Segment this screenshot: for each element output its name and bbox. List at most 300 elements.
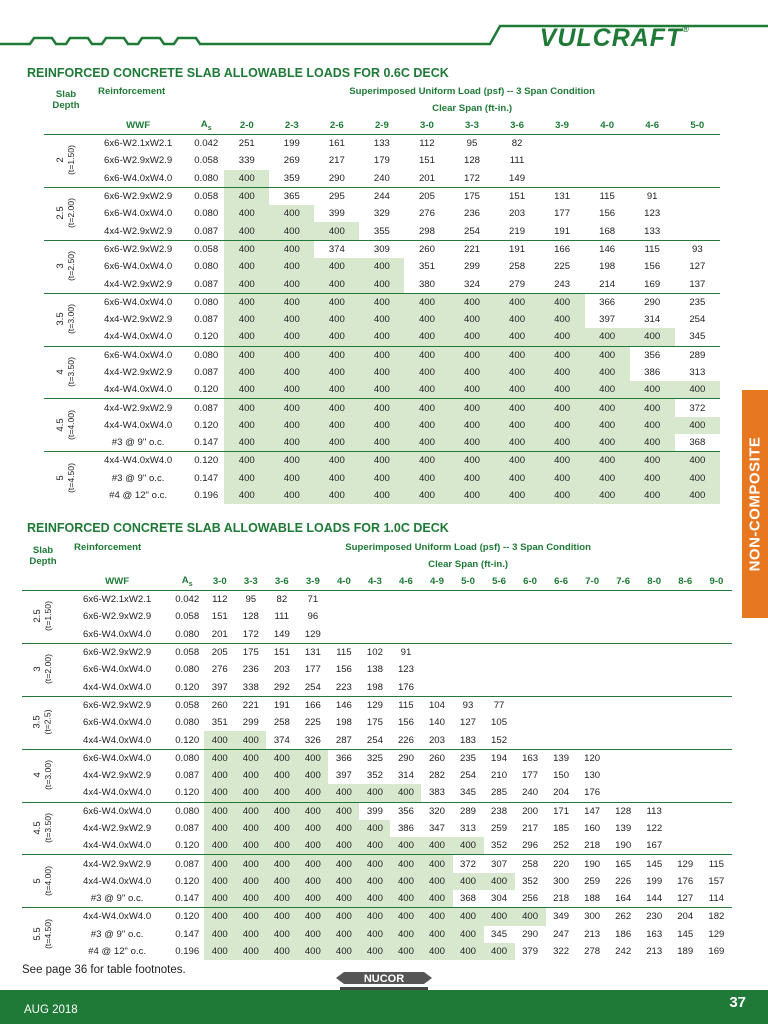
reinforcement-cell: 6x6-W2.9xW2.9 bbox=[82, 611, 152, 623]
load-cell: 146 bbox=[585, 240, 630, 258]
as-subscript: s bbox=[207, 124, 212, 132]
load-cell: 400 bbox=[404, 452, 449, 470]
load-cell: 190 bbox=[577, 855, 608, 873]
load-cell: 400 bbox=[585, 364, 630, 381]
load-cell: 259 bbox=[491, 823, 508, 834]
slab-depth-value: 5.5 bbox=[32, 927, 44, 941]
load-cell: 300 bbox=[577, 908, 608, 926]
load-cell bbox=[608, 643, 639, 661]
span-col-header: 6-0 bbox=[515, 573, 546, 591]
area-cell: 0.080 bbox=[194, 208, 219, 220]
slab-thickness: (t=2.00) bbox=[43, 654, 54, 685]
reinforcement-cell: 4x4-W2.9xW2.9 bbox=[103, 314, 173, 326]
load-cell: 400 bbox=[314, 293, 359, 311]
reinforcement-cell: 6x6-W2.1xW2.1 bbox=[88, 135, 188, 153]
load-cell: 400 bbox=[269, 399, 314, 417]
load-cell: 130 bbox=[584, 770, 601, 782]
load-cell: 386 bbox=[397, 823, 414, 834]
slab-depth-cell bbox=[22, 643, 64, 696]
load-cell: 93 bbox=[453, 696, 484, 714]
load-cell bbox=[453, 678, 484, 696]
load-cell bbox=[670, 714, 701, 731]
table-row bbox=[22, 855, 732, 873]
load-cell: 400 bbox=[297, 767, 328, 784]
load-cell bbox=[701, 731, 732, 749]
load-cell: 290 bbox=[630, 293, 675, 311]
slab-depth-cell bbox=[44, 346, 88, 399]
load-cell: 400 bbox=[390, 784, 421, 802]
load-cell bbox=[670, 767, 701, 784]
table-row bbox=[22, 873, 732, 890]
area-cell: 0.147 bbox=[194, 472, 219, 484]
slab-depth-cell bbox=[44, 293, 88, 346]
load-cell: 225 bbox=[304, 717, 321, 729]
load-cell: 189 bbox=[677, 946, 694, 958]
load-cell: 177 bbox=[522, 770, 539, 782]
load-cell: 123 bbox=[397, 664, 414, 676]
load-cell: 400 bbox=[224, 381, 269, 399]
load-cell: 128 bbox=[242, 611, 259, 623]
load-cell: 400 bbox=[495, 434, 540, 452]
load-cell: 400 bbox=[297, 908, 328, 926]
load-cell: 218 bbox=[584, 840, 601, 852]
table-row bbox=[22, 926, 732, 943]
load-cell bbox=[608, 749, 639, 767]
load-cell bbox=[639, 731, 670, 749]
load-cell: 345 bbox=[689, 331, 706, 343]
load-cell: 383 bbox=[428, 787, 445, 799]
load-cell bbox=[484, 678, 515, 696]
load-cell bbox=[675, 135, 720, 153]
load-cell: 400 bbox=[359, 417, 404, 434]
load-cell: 175 bbox=[366, 717, 383, 729]
reinforcement-cell: #3 @ 9" o.c. bbox=[90, 893, 144, 905]
area-cell: 0.147 bbox=[175, 893, 200, 905]
load-cell bbox=[484, 626, 515, 644]
blank-cell bbox=[22, 573, 64, 591]
load-cell: 133 bbox=[359, 135, 404, 153]
load-cell: 400 bbox=[359, 908, 390, 926]
load-cell: 400 bbox=[390, 873, 421, 890]
load-cell: 251 bbox=[224, 135, 269, 153]
slab-depth-label bbox=[33, 813, 53, 843]
slab-depth-cell bbox=[44, 135, 88, 188]
slab-depth-value: 3 bbox=[32, 666, 44, 673]
load-cell bbox=[670, 784, 701, 802]
load-cell: 324 bbox=[463, 278, 480, 290]
load-cell bbox=[421, 661, 452, 678]
table-row bbox=[22, 696, 732, 714]
load-cell: 400 bbox=[224, 293, 269, 311]
load-cell: 111 bbox=[509, 155, 525, 167]
slab-depth-label bbox=[56, 198, 76, 228]
load-cell: 400 bbox=[390, 908, 421, 926]
slab-depth-cell bbox=[22, 591, 64, 644]
span-col-header: 2-3 bbox=[269, 117, 314, 135]
load-cell bbox=[453, 643, 484, 661]
load-cell: 400 bbox=[314, 328, 359, 346]
load-cell bbox=[639, 626, 670, 644]
load-cell: 219 bbox=[509, 225, 526, 237]
load-cell: 399 bbox=[328, 208, 345, 220]
load-cell: 400 bbox=[224, 434, 269, 452]
load-cell: 218 bbox=[553, 893, 570, 905]
slab-depth-label bbox=[33, 710, 53, 735]
load-cell bbox=[639, 767, 670, 784]
table-row bbox=[44, 417, 720, 434]
load-cell: 278 bbox=[584, 946, 601, 958]
load-cell: 282 bbox=[428, 770, 445, 782]
table-row bbox=[22, 608, 732, 625]
reinforcement-cell: 6x6-W2.1xW2.1 bbox=[64, 591, 170, 609]
load-cell: 400 bbox=[390, 855, 421, 873]
blank-cell bbox=[88, 100, 188, 117]
load-cell bbox=[701, 784, 732, 802]
load-cell: 345 bbox=[460, 787, 477, 799]
reinforcement-header: Reinforcement bbox=[98, 86, 166, 97]
load-cell bbox=[639, 749, 670, 767]
load-cell: 400 bbox=[675, 487, 720, 504]
load-cell: 374 bbox=[314, 240, 359, 258]
load-cell bbox=[585, 152, 630, 169]
load-cell: 351 bbox=[418, 261, 435, 273]
load-cell: 400 bbox=[495, 293, 540, 311]
area-cell: 0.058 bbox=[194, 155, 219, 167]
load-cell bbox=[421, 626, 452, 644]
load-cell: 400 bbox=[297, 943, 328, 960]
load-cell bbox=[546, 714, 577, 731]
as-symbol: A bbox=[200, 119, 208, 131]
reinforcement-cell: 6x6-W2.9xW2.9 bbox=[103, 155, 173, 167]
load-cell: 82 bbox=[495, 135, 540, 153]
load-cell: 133 bbox=[644, 225, 661, 237]
load-cell: 254 bbox=[689, 314, 706, 326]
load-cell: 400 bbox=[269, 487, 314, 504]
load-cell: 400 bbox=[404, 434, 449, 452]
load-cell: 169 bbox=[644, 278, 661, 290]
table-row bbox=[44, 222, 720, 240]
slab-depth-value: 3.5 bbox=[32, 715, 44, 729]
load-cell: 400 bbox=[540, 417, 585, 434]
load-cell: 400 bbox=[266, 767, 297, 784]
load-cell: 400 bbox=[453, 908, 484, 926]
reinforcement-cell: 4x4-W4.0xW4.0 bbox=[82, 840, 152, 852]
load-cell: 168 bbox=[599, 225, 616, 237]
load-cell: 400 bbox=[453, 926, 484, 943]
load-cell bbox=[701, 837, 732, 855]
load-cell: 400 bbox=[449, 311, 494, 328]
load-cell: 131 bbox=[297, 643, 328, 661]
reinforcement-cell: 6x6-W4.0xW4.0 bbox=[88, 293, 188, 311]
reinforcement-cell: 6x6-W4.0xW4.0 bbox=[103, 261, 173, 273]
load-cell: 254 bbox=[460, 770, 477, 782]
load-cell: 295 bbox=[314, 187, 359, 205]
load-cell: 400 bbox=[224, 205, 269, 222]
load-cell: 138 bbox=[366, 664, 383, 676]
table-row bbox=[44, 311, 720, 328]
reinforcement-cell: 4x4-W4.0xW4.0 bbox=[82, 787, 152, 799]
span-col-header: 2-6 bbox=[314, 117, 359, 135]
load-cell: 400 bbox=[204, 820, 235, 837]
load-cell: 147 bbox=[577, 802, 608, 820]
load-cell bbox=[675, 205, 720, 222]
load-cell: 400 bbox=[630, 470, 675, 487]
load-cell: 386 bbox=[644, 367, 661, 378]
load-cell bbox=[484, 608, 515, 625]
load-cell: 400 bbox=[540, 399, 585, 417]
load-cell: 243 bbox=[554, 278, 571, 290]
table-row bbox=[22, 908, 732, 926]
slab-depth-value: 3.5 bbox=[55, 312, 67, 326]
load-cell: 115 bbox=[390, 696, 421, 714]
load-cell: 365 bbox=[269, 187, 314, 205]
load-cell: 400 bbox=[314, 470, 359, 487]
footer-date: AUG 2018 bbox=[24, 1004, 78, 1016]
load-cell: 397 bbox=[335, 770, 352, 782]
load-cell: 400 bbox=[224, 417, 269, 434]
load-cell: 400 bbox=[266, 855, 297, 873]
load-cell bbox=[515, 591, 546, 609]
load-cell: 400 bbox=[314, 364, 359, 381]
load-cell bbox=[453, 591, 484, 609]
load-cell: 400 bbox=[204, 926, 235, 943]
load-cell bbox=[585, 170, 630, 188]
slab-depth-cell bbox=[22, 855, 64, 908]
load-cell bbox=[390, 591, 421, 609]
load-cell: 400 bbox=[297, 749, 328, 767]
load-cell: 400 bbox=[224, 328, 269, 346]
load-cell: 400 bbox=[269, 258, 314, 275]
load-cell: 128 bbox=[608, 802, 639, 820]
slab-thickness: (t=4.00) bbox=[66, 409, 77, 440]
load-cell: 151 bbox=[495, 187, 540, 205]
area-cell: 0.147 bbox=[194, 437, 219, 449]
load-cell: 400 bbox=[453, 837, 484, 855]
load-cell: 352 bbox=[491, 840, 508, 852]
load-cell: 400 bbox=[266, 926, 297, 943]
load-cell bbox=[670, 626, 701, 644]
reinforcement-cell: 4x4-W2.9xW2.9 bbox=[103, 367, 173, 378]
load-cell: 145 bbox=[677, 928, 694, 940]
load-cell bbox=[421, 643, 452, 661]
load-cell: 400 bbox=[269, 328, 314, 346]
load-cell: 191 bbox=[495, 240, 540, 258]
load-cell: 269 bbox=[283, 155, 300, 167]
slab-depth-label bbox=[33, 919, 53, 949]
load-cell: 400 bbox=[269, 364, 314, 381]
slab-depth-value: 2.5 bbox=[55, 206, 67, 221]
load-cell: 400 bbox=[269, 240, 314, 258]
area-cell: 0.042 bbox=[188, 135, 224, 153]
load-cell bbox=[515, 714, 546, 731]
load-cell: 400 bbox=[359, 452, 404, 470]
wwf-header: WWF bbox=[88, 117, 188, 135]
slab-depth-cell bbox=[22, 749, 64, 802]
table-row bbox=[44, 364, 720, 381]
slab-thickness: (t=3.50) bbox=[43, 813, 54, 843]
load-cell: 400 bbox=[449, 417, 494, 434]
load-cell bbox=[675, 152, 720, 169]
load-header: Superimposed Uniform Load (psf) -- 3 Span Condition bbox=[349, 86, 595, 97]
load-cell: 289 bbox=[675, 346, 720, 364]
load-cell: 400 bbox=[630, 452, 675, 470]
load-cell: 314 bbox=[397, 770, 414, 782]
load-cell bbox=[359, 591, 390, 609]
load-cell: 183 bbox=[460, 734, 477, 746]
load-cell: 230 bbox=[639, 908, 670, 926]
slab-thickness: (t=4.00) bbox=[43, 865, 54, 896]
load-cell: 115 bbox=[701, 855, 732, 873]
load-cell bbox=[540, 170, 585, 188]
load-cell: 400 bbox=[421, 908, 452, 926]
load-cell bbox=[546, 608, 577, 625]
load-cell: 400 bbox=[630, 381, 675, 399]
span-col-header: 3-9 bbox=[297, 573, 328, 591]
reinforcement-cell: 6x6-W4.0xW4.0 bbox=[82, 628, 152, 640]
load-cell: 252 bbox=[553, 840, 570, 852]
load-cell: 400 bbox=[269, 434, 314, 452]
table-row bbox=[22, 678, 732, 696]
reinforcement-cell: 6x6-W2.9xW2.9 bbox=[88, 187, 188, 205]
load-cell: 91 bbox=[390, 643, 421, 661]
load-cell: 379 bbox=[522, 946, 539, 958]
reinforcement-cell: 6x6-W2.9xW2.9 bbox=[64, 696, 170, 714]
load-cell bbox=[701, 678, 732, 696]
load-cell: 111 bbox=[274, 611, 290, 623]
load-cell: 351 bbox=[211, 717, 228, 729]
load-cell bbox=[577, 731, 608, 749]
load-cell bbox=[639, 784, 670, 802]
load-cell: 203 bbox=[509, 208, 526, 220]
load-cell: 105 bbox=[491, 717, 508, 729]
load-cell bbox=[577, 608, 608, 625]
load-cell: 400 bbox=[269, 346, 314, 364]
load-cell: 397 bbox=[599, 314, 616, 326]
load-cell: 400 bbox=[235, 926, 266, 943]
load-cell: 400 bbox=[314, 417, 359, 434]
load-cell bbox=[608, 678, 639, 696]
load-cell: 400 bbox=[359, 328, 404, 346]
load-cell: 400 bbox=[359, 293, 404, 311]
load-cell: 399 bbox=[359, 802, 390, 820]
load-cell: 156 bbox=[397, 717, 414, 729]
load-cell: 128 bbox=[463, 155, 480, 167]
load-cell: 287 bbox=[335, 734, 352, 746]
load-cell: 307 bbox=[484, 855, 515, 873]
load-cell bbox=[546, 643, 577, 661]
slab-depth-cell bbox=[22, 696, 64, 749]
load-cell: 151 bbox=[266, 643, 297, 661]
area-cell: 0.087 bbox=[188, 399, 224, 417]
load-cell bbox=[701, 643, 732, 661]
load-cell: 400 bbox=[314, 487, 359, 504]
area-cell: 0.120 bbox=[175, 840, 200, 852]
load-cell: 259 bbox=[584, 875, 601, 887]
load-cell bbox=[453, 608, 484, 625]
load-cell: 236 bbox=[242, 664, 259, 676]
load-cell: 300 bbox=[553, 875, 570, 887]
load-cell: 400 bbox=[359, 381, 404, 399]
table-row bbox=[22, 643, 732, 661]
load-cell bbox=[484, 643, 515, 661]
load-cell: 347 bbox=[428, 823, 445, 834]
load-cell: 203 bbox=[273, 664, 290, 676]
slab-depth-value: 3 bbox=[55, 263, 67, 269]
load-cell: 171 bbox=[546, 802, 577, 820]
area-cell: 0.087 bbox=[194, 278, 219, 290]
load-cell: 400 bbox=[328, 855, 359, 873]
load-cell: 400 bbox=[630, 434, 675, 452]
load-cell: 129 bbox=[304, 628, 321, 640]
load-cell: 400 bbox=[297, 837, 328, 855]
reinforcement-cell: 4x4-W2.9xW2.9 bbox=[82, 823, 152, 834]
area-cell: 0.120 bbox=[194, 384, 219, 396]
load-cell: 91 bbox=[630, 187, 675, 205]
slab-thickness: (t=2.50) bbox=[66, 251, 77, 282]
load-cell bbox=[546, 696, 577, 714]
load-cell bbox=[639, 661, 670, 678]
load-cell: 163 bbox=[646, 928, 663, 940]
load-cell: 176 bbox=[397, 681, 414, 693]
span-col-header: 6-6 bbox=[546, 573, 577, 591]
footer-bar bbox=[0, 990, 768, 1024]
load-cell bbox=[546, 626, 577, 644]
load-cell: 355 bbox=[373, 225, 390, 237]
load-cell: 400 bbox=[328, 820, 359, 837]
load-cell: 254 bbox=[366, 734, 383, 746]
load-cell bbox=[608, 784, 639, 802]
load-cell: 175 bbox=[235, 643, 266, 661]
load-cell: 400 bbox=[540, 434, 585, 452]
span-col-header: 5-0 bbox=[453, 573, 484, 591]
slab-thickness: (t=3.00) bbox=[66, 304, 77, 335]
load-cell: 258 bbox=[273, 717, 290, 729]
load-cell: 172 bbox=[242, 628, 259, 640]
load-cell: 400 bbox=[359, 784, 390, 802]
slab-header: Slab bbox=[55, 89, 77, 100]
load-cell: 400 bbox=[495, 417, 540, 434]
load-cell: 169 bbox=[708, 946, 725, 958]
load-cell: 127 bbox=[689, 261, 706, 273]
table-row bbox=[22, 749, 732, 767]
blank-cell bbox=[170, 556, 204, 573]
load-cell bbox=[484, 591, 515, 609]
load-cell: 242 bbox=[615, 946, 632, 958]
depth-header: Depth bbox=[29, 556, 57, 567]
area-cell: 0.120 bbox=[175, 787, 200, 799]
load-cell: 400 bbox=[235, 784, 266, 802]
load-cell bbox=[670, 661, 701, 678]
load-cell: 372 bbox=[453, 855, 484, 873]
load-cell bbox=[670, 837, 701, 855]
load-cell: 400 bbox=[630, 399, 675, 417]
load-cell: 131 bbox=[540, 187, 585, 205]
load-cell bbox=[515, 643, 546, 661]
load-cell: 400 bbox=[224, 222, 269, 240]
area-cell: 0.196 bbox=[194, 490, 219, 502]
load-cell bbox=[608, 696, 639, 714]
load-cell: 152 bbox=[491, 734, 508, 746]
load-cell: 400 bbox=[540, 381, 585, 399]
table-row bbox=[44, 399, 720, 417]
table1-title: REINFORCED CONCRETE SLAB ALLOWABLE LOADS FOR 0.6C DECK bbox=[27, 66, 449, 80]
load-cell: 114 bbox=[708, 893, 725, 905]
area-cell: 0.080 bbox=[175, 717, 200, 729]
load-cell: 400 bbox=[359, 364, 404, 381]
load-cell: 400 bbox=[235, 731, 266, 749]
load-cell: 400 bbox=[540, 346, 585, 364]
page-number: 37 bbox=[729, 994, 746, 1011]
